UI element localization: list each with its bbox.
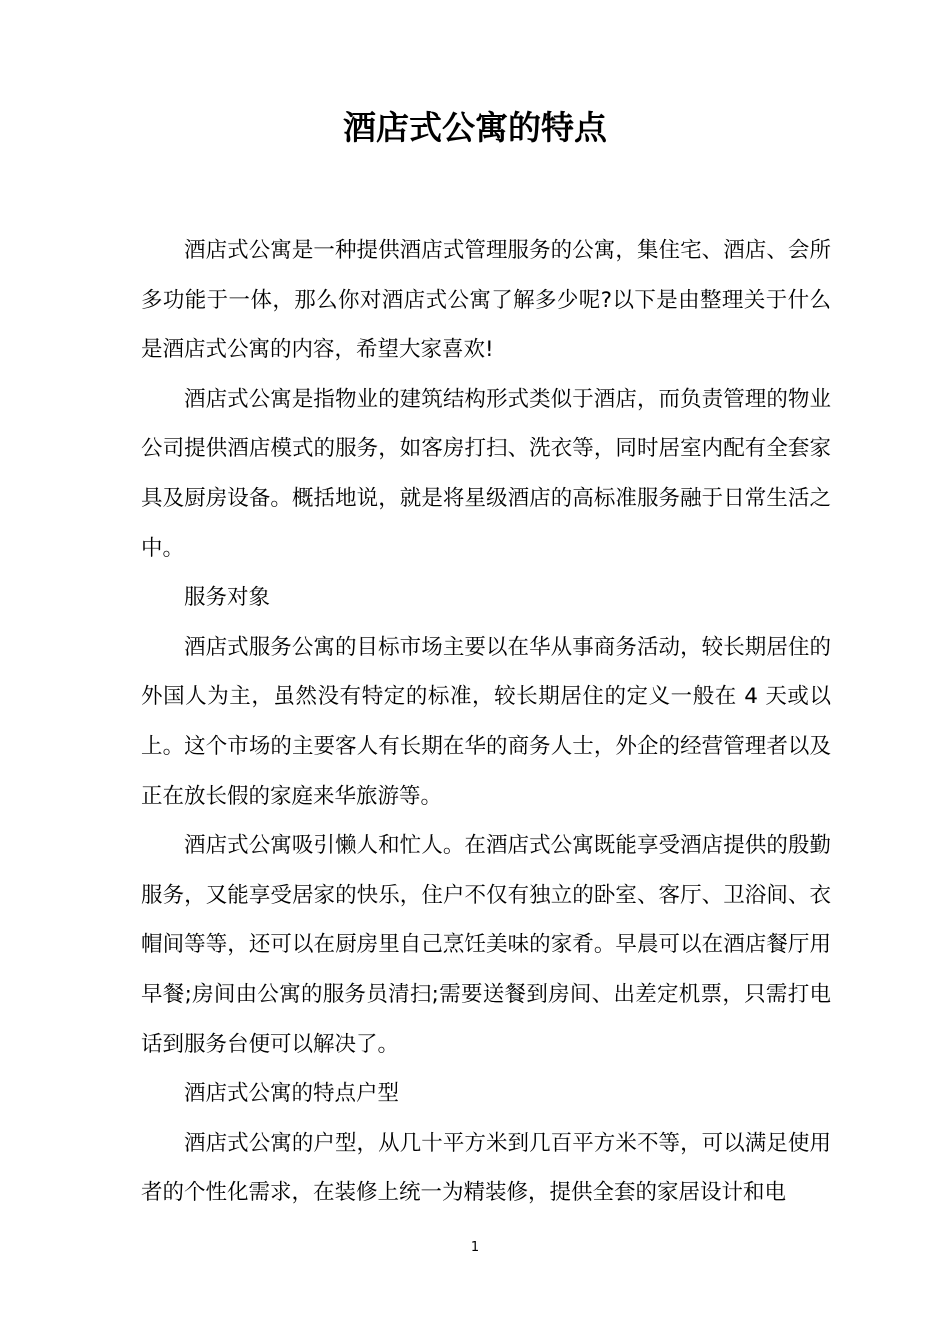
page-title: 酒店式公寓的特点 bbox=[343, 108, 607, 147]
page-number: 1 bbox=[470, 1240, 480, 1255]
document-body bbox=[141, 226, 831, 1218]
paragraph-layout: 酒店式公寓的户型，从几十平方米到几百平方米不等，可以满足使用者的个性化需求，在装修上统一为精装修，提供全套的家居设计和电 bbox=[141, 1130, 831, 1206]
paragraph-intro: 酒店式公寓是一种提供酒店式管理服务的公寓，集住宅、酒店、会所多功能于一体，那么你对酒店式公寓了解多少呢?以下是由整理关于什么是酒店式公寓的内容，希望大家喜欢! bbox=[141, 238, 831, 363]
paragraph-lifestyle: 酒店式公寓吸引懒人和忙人。在酒店式公寓既能享受酒店提供的殷勤服务，又能享受居家的快乐，住户不仅有独立的卧室、客厅、卫浴间、衣帽间等等，还可以在厨房里自己烹饪美味的家肴。早晨可以在酒店餐厅用早餐;房间由公寓的服务员清扫;需要送餐到房间、出差定机票，只需打电话到服务台便可以解决了。 bbox=[141, 833, 831, 1057]
section-heading-service-target: 服务对象 bbox=[184, 585, 271, 611]
paragraph-definition: 酒店式公寓是指物业的建筑结构形式类似于酒店，而负责管理的物业公司提供酒店模式的服务，如客房打扫、洗衣等，同时居室内配有全套家具及厨房设备。概括地说，就是将星级酒店的高标准服务融于日常生活之中。 bbox=[141, 386, 831, 561]
paragraph-target-market: 酒店式服务公寓的目标市场主要以在华从事商务活动，较长期居住的外国人为主，虽然没有特定的标准，较长期居住的定义一般在 4 天或以上。这个市场的主要客人有长期在华的商务人士，外企的经营管理者以及正在放长假的家庭来华旅游等。 bbox=[141, 634, 831, 809]
section-heading-layout: 酒店式公寓的特点户型 bbox=[184, 1081, 400, 1107]
